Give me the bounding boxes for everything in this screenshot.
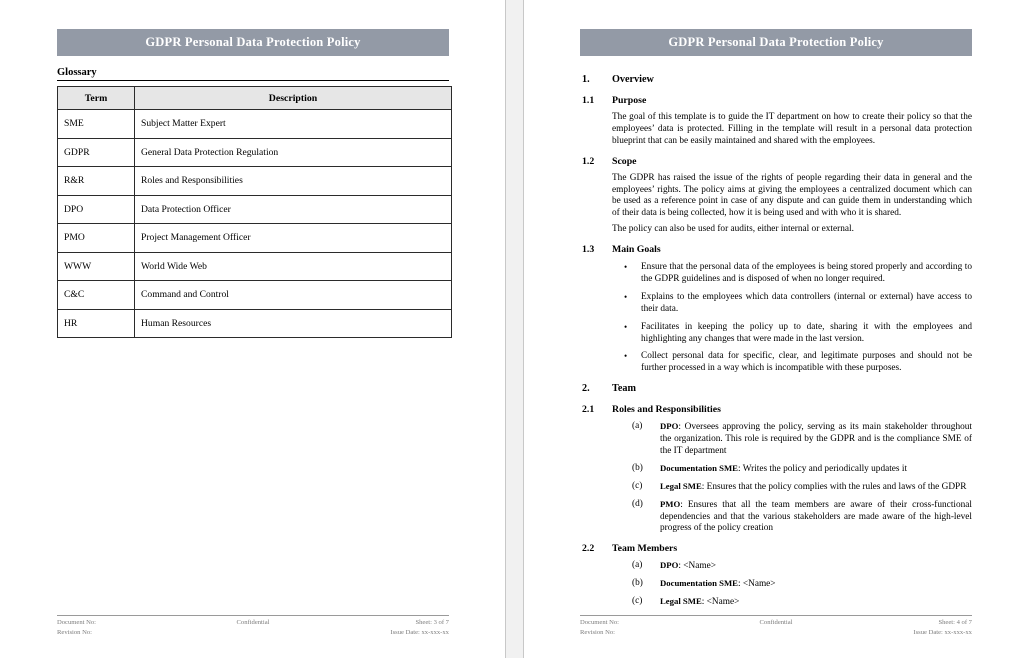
section-overview: [580, 74, 972, 87]
section-paragraph: The policy can also be used for audits, either internal or external.: [612, 224, 854, 235]
list-item-text: Explains to the employees which data controllers (internal or external) have access to their data.: [641, 291, 972, 314]
section-title: Overview: [612, 74, 654, 85]
list-marker: (b): [632, 578, 643, 589]
footer-sheet-number: Sheet: 3 of 7: [415, 619, 449, 627]
role-name: Legal SME: [660, 596, 702, 607]
list-item: [632, 498, 972, 536]
section-heading-row: [580, 244, 972, 257]
table-row: [58, 309, 452, 338]
document-title-banner: [580, 29, 972, 56]
cell-term: WWW: [58, 252, 135, 281]
list-item: [632, 480, 972, 494]
footer-row-top: [57, 618, 449, 627]
column-header-description: Description: [135, 87, 452, 110]
section-scope: [580, 156, 972, 236]
cell-term: HR: [58, 309, 135, 338]
role-name: DPO: [660, 560, 679, 571]
list-item: [632, 560, 972, 573]
section-heading-row: [580, 74, 972, 87]
cell-term: DPO: [58, 195, 135, 224]
bullet-icon: •: [624, 291, 628, 302]
page-gutter: [505, 0, 524, 658]
table-row: [58, 138, 452, 167]
footer-revision-no: Revision No:: [580, 628, 615, 636]
column-header-term: Term: [58, 87, 135, 110]
footer-row-bottom: [57, 628, 449, 637]
footer-sheet-number: Sheet: 4 of 7: [938, 619, 972, 627]
list-item: [624, 351, 972, 375]
section-number: 2.2: [582, 543, 595, 555]
table-row: [58, 281, 452, 310]
list-item: [624, 262, 972, 286]
list-item: [632, 421, 972, 458]
section-main-goals: [580, 244, 972, 375]
page-left-content-area: [57, 0, 449, 658]
section-heading-row: [580, 95, 972, 108]
list-item-text: Ensure that the personal data of the employees is being stored properly and according to the GDPR guidelines and is disposed of when no longer required.: [641, 262, 972, 285]
section-paragraph: The goal of this template is to guide the IT department on how to create their policy so that the employees’ data is protected. Filling in the template will result in a personal data protection blueprint that can be easily maintained and shared with the employees.: [612, 112, 972, 146]
footer-row-bottom: [580, 628, 972, 637]
cell-description: Roles and Responsibilities: [135, 167, 452, 196]
page-left: [0, 0, 505, 658]
section-title: Team Members: [612, 543, 678, 555]
role-description: : Ensures that all the team members are aware of their cross-functional dependencies and that the various stakeholders are made aware of the high-level progress of the policy creation: [660, 499, 972, 534]
cell-term: SME: [58, 110, 135, 139]
section-heading-row: [580, 383, 972, 396]
member-name: : <Name>: [737, 579, 776, 590]
footer-issue-date: Issue Date: xx-xxx-xx: [913, 628, 972, 636]
roles-list: [580, 421, 972, 535]
footer-document-no: Document No:: [580, 619, 620, 627]
cell-description: World Wide Web: [135, 252, 452, 281]
list-item: [624, 291, 972, 316]
section-team-members: [580, 543, 972, 609]
section-number: 2.: [582, 383, 590, 395]
cell-description: Command and Control: [135, 281, 452, 310]
section-purpose: [580, 95, 972, 148]
section-number: 2.1: [582, 404, 595, 416]
bullet-icon: •: [624, 321, 628, 332]
list-marker: (c): [632, 596, 643, 607]
cell-term: GDPR: [58, 138, 135, 167]
footer-classification: Confidential: [236, 619, 270, 627]
table-row: [58, 195, 452, 224]
section-heading-row: [580, 156, 972, 169]
table-row: [58, 224, 452, 253]
member-name: : <Name>: [678, 561, 716, 572]
section-team: [580, 383, 972, 396]
list-marker: (a): [632, 421, 643, 432]
cell-description: Human Resources: [135, 309, 452, 338]
cell-term: C&C: [58, 281, 135, 310]
glossary-table: [57, 86, 452, 338]
section-number: 1.1: [582, 95, 595, 106]
section-heading-row: [580, 404, 972, 417]
footer-revision-no: Revision No:: [57, 628, 92, 636]
cell-term: R&R: [58, 167, 135, 196]
document-title: GDPR Personal Data Protection Policy: [145, 35, 361, 50]
policy-outline: [580, 66, 972, 614]
document-title-banner: [57, 29, 449, 56]
glossary-table-body: [58, 110, 452, 338]
list-item-text: Collect personal data for specific, clear, and legitimate purposes and should not be further processed in a way which is incompatible with these purposes.: [641, 351, 972, 374]
page-footer: [580, 615, 972, 637]
cell-description: Subject Matter Expert: [135, 110, 452, 139]
glossary-table-head: [58, 87, 452, 110]
section-number: 1.2: [582, 155, 595, 167]
cell-description: General Data Protection Regulation: [135, 138, 452, 167]
list-item-text: Facilitates in keeping the policy up to date, sharing it with the employees and highlighting any changes that were made in the last version.: [641, 321, 972, 344]
cell-description: Project Management Officer: [135, 224, 452, 253]
role-description: : Writes the policy and periodically updates it: [737, 463, 908, 474]
role-name: PMO: [660, 498, 681, 509]
section-title: Main Goals: [612, 244, 661, 256]
list-marker: (d): [632, 498, 643, 509]
list-item: [632, 596, 972, 609]
document-title: GDPR Personal Data Protection Policy: [668, 35, 884, 50]
cell-description: Data Protection Officer: [135, 195, 452, 224]
role-name: Legal SME: [660, 480, 702, 491]
page-footer: [57, 615, 449, 637]
list-item: [624, 321, 972, 346]
cell-term: PMO: [58, 224, 135, 253]
glossary-header-row: [58, 87, 452, 110]
list-item: [632, 462, 972, 476]
bullet-icon: •: [624, 262, 628, 273]
role-name: DPO: [660, 421, 679, 432]
section-title: Roles and Responsibilities: [612, 404, 721, 416]
section-number: 1.: [582, 74, 590, 85]
list-marker: (b): [632, 462, 643, 473]
table-row: [58, 110, 452, 139]
role-description: : Oversees approving the policy, serving as its main stakeholder throughout the organization. This role is required by the GDPR and is the compliance SME of the IT department: [660, 422, 972, 457]
role-description: : Ensures that the policy complies with the rules and laws of the GDPR: [701, 481, 967, 492]
bullet-icon: •: [624, 351, 628, 362]
role-name: Documentation SME: [660, 578, 738, 589]
main-goals-list: [580, 262, 972, 375]
list-marker: (c): [632, 480, 643, 491]
page-right-content-area: [580, 0, 972, 658]
footer-issue-date: Issue Date: xx-xxx-xx: [390, 628, 449, 636]
page-right: [524, 0, 1029, 658]
section-number: 1.3: [582, 244, 595, 256]
footer-classification: Confidential: [759, 619, 793, 627]
section-paragraph: The GDPR has raised the issue of the rights of people regarding their data in general and the employees’ rights. The policy aims at giving the employees a centralized document which can be used as a reference point in case of any dispute and can guide them in understanding which of their data is being collected, how it is being used and with who it is shared.: [612, 172, 972, 219]
footer-document-no: Document No:: [57, 619, 97, 627]
table-row: [58, 167, 452, 196]
footer-row-top: [580, 618, 972, 627]
member-name: : <Name>: [701, 597, 740, 608]
section-title: Scope: [612, 155, 637, 167]
list-item: [632, 578, 972, 591]
section-title: Purpose: [612, 95, 647, 106]
section-heading-row: [580, 543, 972, 556]
section-title: Team: [612, 383, 636, 395]
glossary-heading: Glossary: [57, 67, 449, 81]
section-roles-responsibilities: [580, 404, 972, 535]
role-name: Documentation SME: [660, 462, 738, 473]
list-marker: (a): [632, 560, 643, 571]
table-row: [58, 252, 452, 281]
team-members-list: [580, 560, 972, 609]
